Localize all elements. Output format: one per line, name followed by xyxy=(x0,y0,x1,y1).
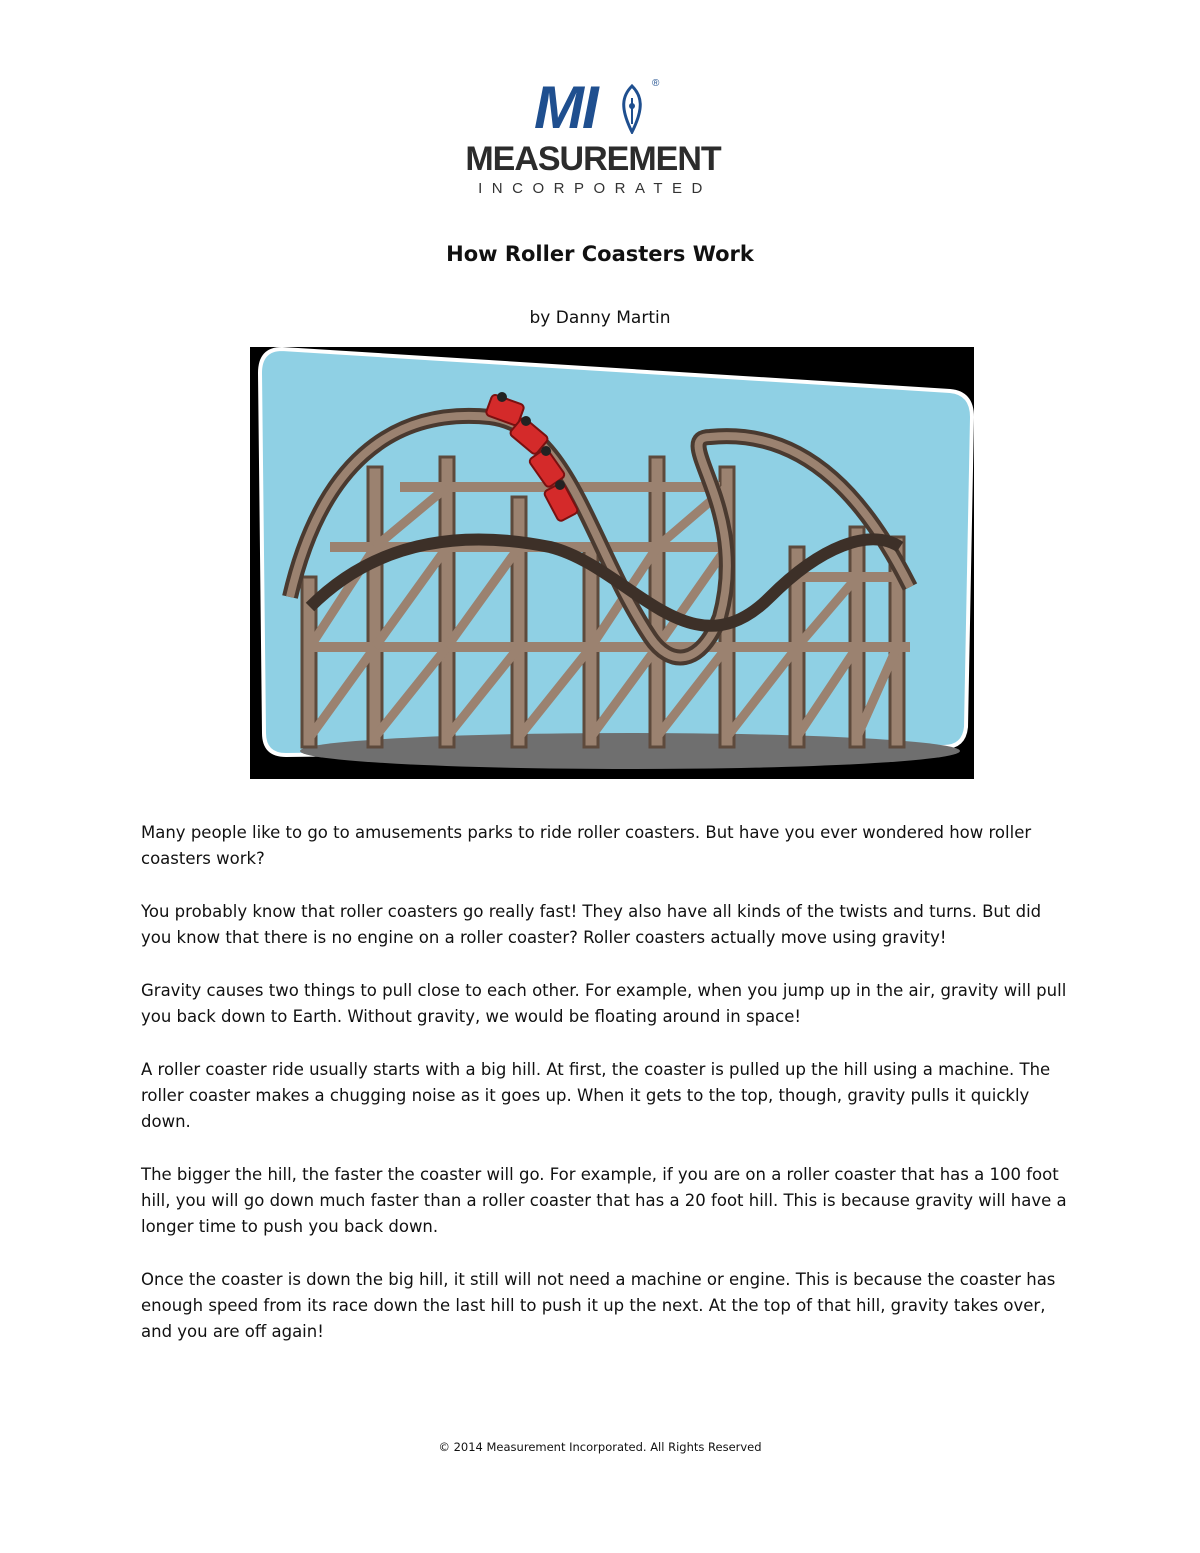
pen-nib-icon xyxy=(616,84,648,134)
document-title: How Roller Coasters Work xyxy=(446,242,754,266)
paragraph: The bigger the hill, the faster the coaster will go. For example, if you are on a roller coaster that has a 100 foot hill, you will go down much faster than a roller coaster that has a 20 foot hill. This is because gravity will have a longer time to push you back down. xyxy=(141,1165,1067,1236)
roller-coaster-illustration xyxy=(250,347,974,779)
company-logo xyxy=(460,74,730,198)
paragraph: Many people like to go to amusements parks to ride roller coasters. But have you ever wondered how roller coasters work? xyxy=(141,823,1032,868)
registered-mark: ® xyxy=(652,78,660,89)
paragraph: A roller coaster ride usually starts with a big hill. At first, the coaster is pulled up the hill using a machine. The roller coaster makes a chugging noise as it goes up. When it gets to the top, though, gravity pulls it quickly down. xyxy=(141,1060,1051,1131)
roller-coaster-drawing xyxy=(250,347,974,779)
logo-name: MEASUREMENT xyxy=(465,140,721,178)
logo-mark: MI xyxy=(534,74,597,141)
paragraph: Once the coaster is down the big hill, it still will not need a machine or engine. This is because the coaster has enough speed from its race down the last hill to push it up the next. At the top of that hill, gravity takes over, and you are off again! xyxy=(141,1270,1056,1341)
paragraph: You probably know that roller coasters go really fast! They also have all kinds of the twists and turns. But did you know that there is no engine on a roller coaster? Roller coasters actually move using gravity! xyxy=(141,902,1042,947)
logo-subname: INCORPORATED xyxy=(478,180,712,197)
article-body xyxy=(141,820,1071,1372)
paragraph: Gravity causes two things to pull close to each other. For example, when you jump up in the air, gravity will pull you back down to Earth. Without gravity, we would be floating around in space! xyxy=(141,981,1067,1026)
copyright-footer: © 2014 Measurement Incorporated. All Rights Reserved xyxy=(438,1440,762,1454)
document-byline: by Danny Martin xyxy=(529,308,671,328)
